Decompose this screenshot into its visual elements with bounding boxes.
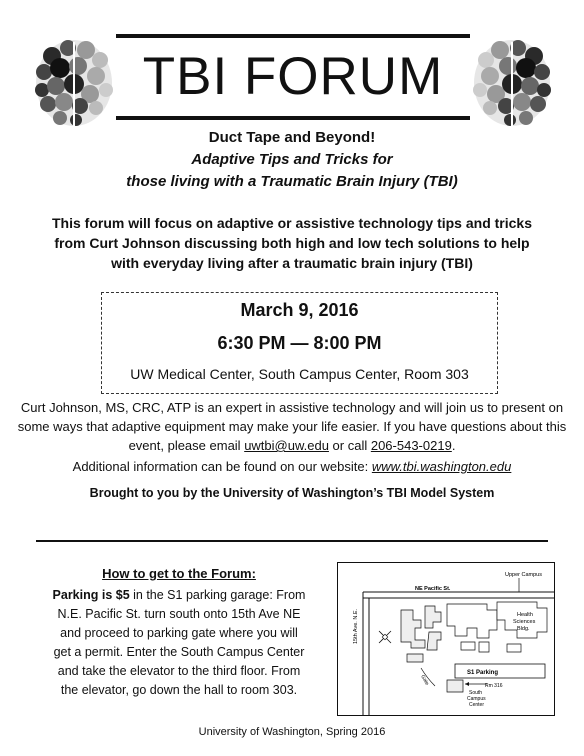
directions-title: How to get to the Forum: <box>102 566 256 581</box>
map-label-room: Rm 316 <box>485 683 503 689</box>
brain-illustration-left <box>34 38 114 128</box>
section-divider <box>36 540 548 542</box>
bio-text: Curt Johnson, MS, CRC, ATP is an expert in assistive technology and will join us to present on some ways that adaptive equipment may make your life easier. If you have questions about this event, please email <box>17 400 567 453</box>
page-title: TBI FORUM <box>142 47 444 106</box>
map-label-south-3: Center <box>469 702 485 708</box>
event-location: UW Medical Center, South Campus Center, Room 303 <box>130 366 469 382</box>
event-details-box <box>101 292 498 394</box>
event-date: March 9, 2016 <box>240 300 359 320</box>
title-banner <box>116 34 470 120</box>
map-label-gate: Gate <box>419 674 430 687</box>
map-label-s1-parking: S1 Parking <box>467 670 499 676</box>
phone-link[interactable]: 206-543-0219 <box>370 438 452 453</box>
parking-text: in the S1 parking garage: From N.E. Pacific St. turn south onto 15th Ave NE and proceed to parking gate where you will get a permit. Enter the South Campus Center and take the elevator to the third floor. From the elevator, go down the hall to room 303. <box>53 588 306 697</box>
map-label-health-2: Sciences <box>513 619 536 625</box>
additional-info-text: Additional information can be found on our website: <box>72 459 372 474</box>
additional-info <box>0 459 584 474</box>
parking-price: Parking is $5 <box>52 588 130 602</box>
campus-map <box>337 562 555 716</box>
map-label-health-1: Health <box>517 612 533 618</box>
map-label-street: NE Pacific St. <box>415 586 451 592</box>
map-label-health-3: Bldg. <box>517 626 530 632</box>
map-label-15th-ave: 15th Ave. N.E. <box>353 608 359 644</box>
event-time: 6:30 PM — 8:00 PM <box>217 333 382 353</box>
bio-text-end: . <box>451 438 456 453</box>
map-label-upper-campus: Upper Campus <box>505 572 542 578</box>
website-link[interactable]: www.tbi.washington.edu <box>371 459 512 474</box>
map-label-south-1: South <box>469 690 483 696</box>
footer-text: University of Washington, Spring 2016 <box>198 726 386 738</box>
intro-paragraph: This forum will focus on adaptive or assistive technology tips and tricks from Curt Johnson discussing both high and low tech solutions to help with everyday living after a traumatic brain injury (TBI) <box>52 215 532 271</box>
email-link[interactable]: uwtbi@uw.edu <box>244 438 329 453</box>
subtitle-line-1: Duct Tape and Beyond! <box>208 129 376 146</box>
subtitle-line-2: Adaptive Tips and Tricks for <box>191 151 393 168</box>
sponsor-line: Brought to you by the University of Washington’s TBI Model System <box>89 486 495 500</box>
speaker-bio <box>14 398 570 455</box>
brain-illustration-right <box>472 38 552 128</box>
subtitle-line-3: those living with a Traumatic Brain Injury (TBI) <box>126 173 458 190</box>
parking-directions <box>50 586 308 700</box>
bio-text-middle: or call <box>328 438 371 453</box>
map-label-south-2: Campus <box>467 696 486 702</box>
